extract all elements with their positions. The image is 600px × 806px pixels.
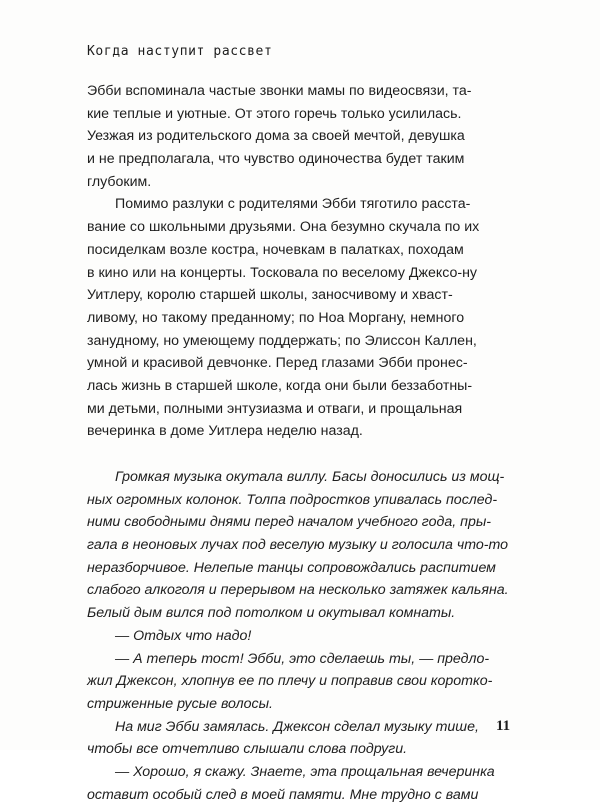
text-line: чтобы все отчетливо слышали слова подруги. <box>87 741 408 758</box>
text-line: Уезжая из родительского дома за своей мечтой, девушка <box>87 128 465 145</box>
text-line: ними свободными днями перед началом учебного года, пры- <box>87 514 492 531</box>
text-line: вание со школьными друзьями. Она безумно скучала по их <box>87 219 480 236</box>
paragraph <box>87 80 525 193</box>
text-line: На миг Эбби замялась. Джексон сделал музыку тише, <box>115 718 479 735</box>
text-line: ных огромных колонок. Толпа подростков упивалась послед- <box>87 491 498 508</box>
text-line: жил Джексон, хлопнув ее по плечу и поправив свои коротко- <box>87 673 493 690</box>
text-line: вечеринка в доме Уитлера неделю назад. <box>87 423 363 440</box>
text-line: слабого алкоголя и перерывом на несколько затяжек кальяна. <box>87 582 509 599</box>
text-line: глубоким. <box>87 173 152 190</box>
text-line: ливому, но такому преданному; по Ноа Моргану, немного <box>87 309 465 326</box>
italic-dialogue <box>87 761 525 806</box>
italic-dialogue <box>87 625 525 648</box>
text-line: Белый дым вился под потолком и окутывал комнаты. <box>87 605 456 622</box>
text-line: лась жизнь в старшей школе, когда они были беззаботны- <box>87 377 473 394</box>
section-gap <box>87 443 525 466</box>
text-line: кие теплые и уютные. От этого горечь только усилилась. <box>87 105 462 122</box>
text-line: Помимо разлуки с родителями Эбби тяготило расста- <box>115 196 471 213</box>
text-line: — Отдых что надо! <box>115 627 252 644</box>
text-line: умной и красивой девчонке. Перед глазами Эбби пронес- <box>87 355 468 372</box>
text-line: Эбби вспоминала частые звонки мамы по видеосвязи, та- <box>87 83 472 99</box>
text-line: ми детьми, полными энтузиазма и отваги, и прощальная <box>87 400 463 417</box>
text-line: Громкая музыка окутала виллу. Басы доносились из мощ- <box>115 469 505 485</box>
text-line: и не предполагала, что чувство одиночества будет таким <box>87 151 465 168</box>
running-head: Когда наступит рассвет <box>87 44 273 59</box>
text-line: оставит особый след в моей памяти. Мне трудно с вами <box>87 786 479 803</box>
text-line: неразборчивое. Нелепые танцы сопровождались распитием <box>87 559 496 576</box>
text-line: — А теперь тост! Эбби, это сделаешь ты, — предло- <box>115 650 490 667</box>
italic-paragraph <box>87 716 525 761</box>
body-text <box>87 80 525 806</box>
italic-dialogue <box>87 648 525 716</box>
text-line: занудному, но умеющему поддержать; по Элиссон Каллен, <box>87 332 477 349</box>
page-number: 11 <box>496 718 511 734</box>
text-line: посиделкам возле костра, ночевкам в палатках, походам <box>87 241 464 258</box>
text-line: в кино или на концерты. Тосковала по веселому Джексо-ну <box>87 264 478 281</box>
text-line: гала в неоновых лучах под веселую музыку и голосила что-то <box>87 537 509 554</box>
italic-paragraph <box>87 466 525 625</box>
paragraph <box>87 193 525 443</box>
text-line: Уитлеру, королю старшей школы, заносчивому и хваст- <box>87 287 453 304</box>
text-line: стриженные русые волосы. <box>87 695 273 712</box>
text-line: — Хорошо, я скажу. Знаете, эта прощальная вечеринка <box>115 763 495 780</box>
